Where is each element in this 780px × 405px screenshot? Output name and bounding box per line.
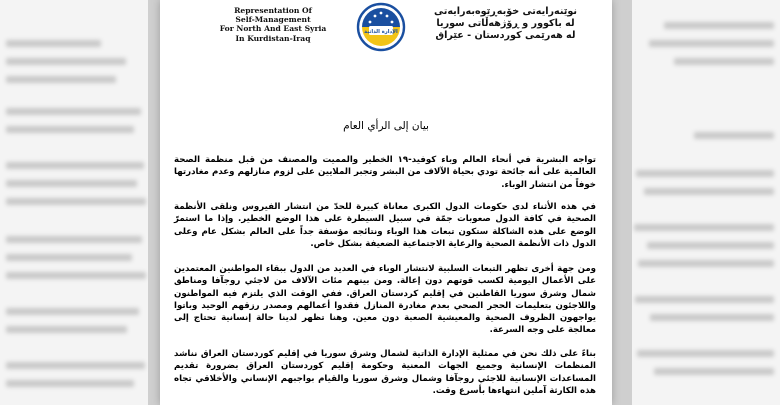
- paragraph-1: تواجه البشرية في أنحاء العالم وباء كوفيد-١٩ الخطير والمميت والمصنف من قبل منظمة الصحة العالمية على أنه جائحة تودي بحياة الآلاف من البشر وتجبر الملايين على لزوم منازلهم وعدم مغادرتها خوفاً من انتشار الوباء.: [174, 155, 596, 190]
- statement-title: بيان إلى الرأي العام: [343, 120, 429, 132]
- header-english-line: Representation Of: [234, 6, 312, 15]
- emblem-logo: [356, 2, 406, 52]
- header-english-line: In Kurdistan-Iraq: [235, 33, 311, 43]
- header-english: [198, 6, 348, 43]
- background-page-left: [0, 0, 148, 405]
- paragraph-2: في هذه الأثناء لدى حكومات الدول الكبرى معاناة كبيرة للحدّ من انتشار الفيروس ونلقى الأنظمة الصحية في كافة الدول صعوبات جمّة في سبيل السيطرة على هذا الوضع الخطير. وإذا ما استمرّ الوضع على هذه الشاكلة ستكون تبعات هذا الوباء ونتائجه مؤسفة جداً على العالم بشكل عام وعلى الدول ذات الأنظمة الصحية والرعاية الاجتماعية الضعيفة بشكل خاص.: [174, 202, 596, 249]
- header-english-line: For North And East Syria: [219, 24, 327, 34]
- header-kurdish: [413, 6, 598, 43]
- header-kurdish-line: لە هەرێمی کوردستان - عێراق: [435, 30, 576, 42]
- emblem-label: الإدارة الذاتية: [364, 28, 398, 35]
- header-kurdish-line: لە باکوور و ڕۆژهەڵاتی سوریا: [436, 18, 575, 30]
- paragraph-4: بناءً على ذلك نحن في ممثلية الإدارة الذاتية لشمال وشرق سوريا في إقليم كوردستان العراق نناشد المنظمات الإنسانية وجميع الجهات المعنية وحكومة إقليم كوردستان العراق بضرورة تقديم المساعدات الإنسانية للاجئي روجآفا وشمال وشرق سوريا والقيام بواجبهم الإنساني والأخلاقي تجاه هذه الكارثة آملين انتهاءها بأسرع وقت.: [174, 349, 596, 396]
- paragraph-3: ومن جهة أخرى تظهر التبعات السلبية لانتشار الوباء في العديد من الدول ببقاء المواطنين المعتمدين على الأعمال اليومية لكسب قوتهم دون إعالة. ومن بينهم مئات الآلاف من لاجئي روجآفا ومناطق شمال وشرق سوريا القاطنين في إقليم كردستان العراق. ففي الوقت الذي يلتزم فيه المواطنون واللاجئون بتعليمات الحجر الصحي بعدم مغادرة المنازل فقدوا أعمالهم ومصدر رزقهم الوحيد وباتوا يواجهون الظروف الصحية والمعيشية الصعبة دون معين. وهنا تظهر لدينا حالة إنسانية تحتاج إلى معالجة على وجه السرعة.: [174, 264, 596, 336]
- header-kurdish-line: نوێنەرایەتی خۆبەڕێوەبەرایەتی: [434, 6, 577, 17]
- header-english-line: Self-Management: [235, 15, 311, 25]
- document-page: [160, 0, 612, 405]
- background-page-right: [632, 0, 780, 405]
